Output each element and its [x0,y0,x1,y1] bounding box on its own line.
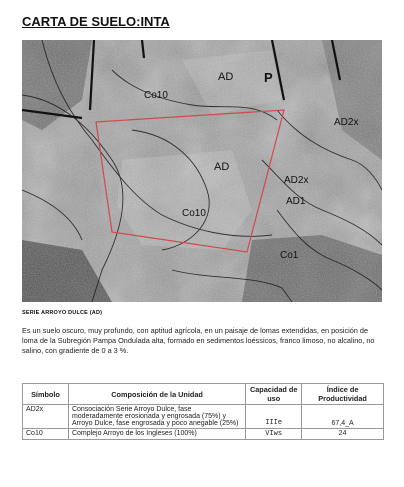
header-composicion: Composición de la Unidad [68,384,245,405]
map-label-co1: Co1 [280,250,299,261]
soil-map [22,40,382,302]
map-label-co10-top: Co10 [144,90,168,101]
map-label-ad2x-right: AD2x [334,117,359,128]
map-label-ad1: AD1 [286,196,306,207]
soil-units-table [22,383,384,440]
map-grain [22,40,382,302]
cell-capacidad: IIIe [246,405,302,429]
map-label-ad-top: AD [218,71,234,83]
page-title: CARTA DE SUELO:INTA [22,14,170,29]
table-row [23,405,384,429]
map-label-ad-mid: AD [214,161,230,173]
cell-simbolo: Co10 [23,429,69,440]
map-label-co10-mid: Co10 [182,208,206,219]
cell-capacidad: VIws [246,429,302,440]
cell-composicion: Consociación Serie Arroyo Dulce, fase moderadamente erosionada y engrosada (75%) y Arroyo Dulce, fase engrosada y poco anegable (25%) [68,405,245,429]
header-capacidad: Capacidad de uso [246,384,302,405]
soil-map-svg [22,40,382,302]
header-simbolo: Símbolo [23,384,69,405]
table-row [23,429,384,440]
map-label-p: P [264,70,273,85]
soil-description: Es un suelo oscuro, muy profundo, con aptitud agrícola, en un paisaje de lomas extendidas, en posición de loma de la Subregión Pampa Ondulada alta, formado en sedimentos loéssicos, franco limoso, no alcalino, no salino, con gradiente de 0 a 3 %. [22,326,375,355]
serie-heading: SERIE ARROYO DULCE (AD) [22,310,103,316]
header-indice: Índice de Productividad [302,384,384,405]
map-label-ad2x-mid: AD2x [284,175,309,186]
cell-simbolo: AD2x [23,405,69,429]
cell-indice: 24 [302,429,384,440]
cell-composicion: Complejo Arroyo de los Ingleses (100%) [68,429,245,440]
table-header-row [23,384,384,405]
cell-indice: 67,4_A [302,405,384,429]
